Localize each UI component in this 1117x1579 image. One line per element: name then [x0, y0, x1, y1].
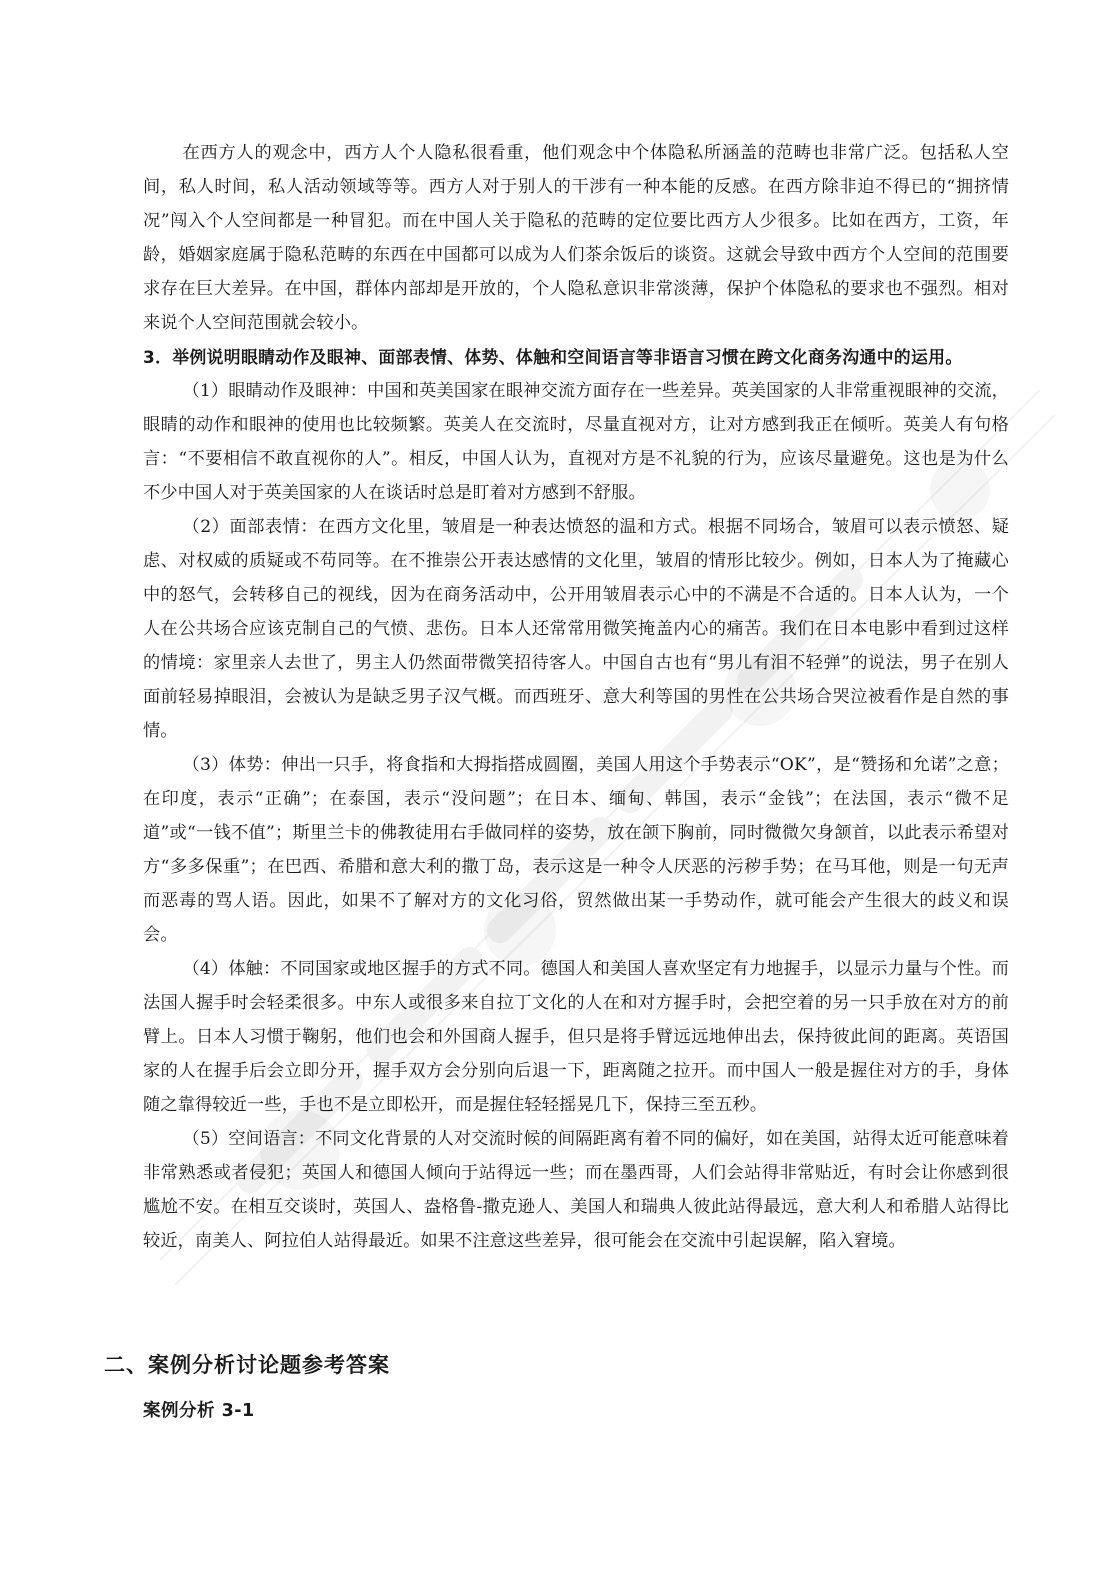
question-3: 3．举例说明眼睛动作及眼神、面部表情、体势、体触和空间语言等非语言习惯在跨文化商务沟通中的运用。 [143, 347, 963, 367]
intro-paragraph: 在西方人的观念中，西方人个人隐私很看重，他们观念中个体隐私所涵盖的范畴也非常广泛。包括私人空间，私人时间，私人活动领域等等。西方人对于别人的干涉有一种本能的反感。在西方除非迫不得已的“拥挤情况”闯入个人空间都是一种冒犯。而在中国人关于隐私的范畴的定位要比西方人少很多。比如在西方，工资，年龄，婚姻家庭属于隐私范畴的东西在中国都可以成为人们茶余饭后的谈资。这就会导致中西方个人空间的范围要求存在巨大差异。在中国，群体内部却是开放的，个人隐私意识非常淡薄，保护个体隐私的要求也不强烈。相对来说个人空间范围就会较小。 [143, 143, 1009, 333]
section-heading: 二、案例分析讨论题参考答案 [104, 1353, 390, 1377]
answer-eye-contact: （1）眼睛动作及眼神：中国和英美国家在眼神交流方面存在一些差异。英美国家的人非常重视眼神的交流，眼睛的动作和眼神的使用也比较频繁。英美人在交流时，尽量直视对方，让对方感到我正在倾听。英美人有句格言：“不要相信不敢直视你的人”。相反，中国人认为，直视对方是不礼貌的行为，应该尽量避免。这也是为什么不少中国人对于英美国家的人在谈话时总是盯着对方感到不舒服。 [143, 381, 1009, 503]
answer-space-language: （5）空间语言：不同文化背景的人对交流时候的间隔距离有着不同的偏好，如在美国，站得太近可能意味着非常熟悉或者侵犯；英国人和德国人倾向于站得远一些；而在墨西哥，人们会站得非常贴近，有时会让你感到很尴尬不安。在相互交谈时，英国人、盎格鲁-撒克逊人、美国人和瑞典人彼此站得最远，意大利人和希腊人站得比较近，南美人、阿拉伯人站得最近。如果不注意这些差异，很可能会在交流中引起误解，陷入窘境。 [143, 1129, 1009, 1251]
answer-facial-expression: （2）面部表情：在西方文化里，皱眉是一种表达愤怒的温和方式。根据不同场合，皱眉可以表示愤怒、疑虑、对权威的质疑或不苟同等。在不推崇公开表达感情的文化里，皱眉的情形比较少。例如，日本人为了掩藏心中的怒气，会转移自己的视线，因为在商务活动中，公开用皱眉表示心中的不满是不合适的。日本人认为，一个人在公共场合应该克制自己的气愤、悲伤。日本人还常常用微笑掩盖内心的痛苦。我们在日本电影中看到过这样的情境：家里亲人去世了，男主人仍然面带微笑招待客人。中国自古也有“男儿有泪不轻弹”的说法，男子在别人面前轻易掉眼泪，会被认为是缺乏男子汉气概。而西班牙、意大利等国的男性在公共场合哭泣被看作是自然的事情。 [143, 517, 1009, 741]
answer-gesture: （3）体势：伸出一只手，将食指和大拇指搭成圆圈，美国人用这个手势表示“OK”，是“赞扬和允诺”之意；在印度，表示“正确”；在泰国，表示“没问题”；在日本、缅甸、韩国，表示“金钱”；在法国，表示“微不足道”或“一钱不值”；斯里兰卡的佛教徒用右手做同样的姿势，放在颌下胸前，同时微微欠身颔首，以此表示希望对方“多多保重”；在巴西、希腊和意大利的撒丁岛，表示这是一种令人厌恶的污秽手势；在马耳他，则是一句无声而恶毒的骂人语。因此，如果不了解对方的文化习俗，贸然做出某一手势动作，就可能会产生很大的歧义和误会。 [143, 755, 1009, 945]
main-content [143, 136, 1009, 1258]
case-heading: 案例分析 3-1 [143, 1401, 255, 1421]
answer-touch: （4）体触：不同国家或地区握手的方式不同。德国人和美国人喜欢坚定有力地握手，以显示力量与个性。而法国人握手时会轻柔很多。中东人或很多来自拉丁文化的人在和对方握手时，会把空着的另一只手放在对方的前臂上。日本人习惯于鞠躬，他们也会和外国商人握手，但只是将手臂远远地伸出去，保持彼此间的距离。英语国家的人在握手后会立即分开，握手双方会分别向后退一下，距离随之拉开。而中国人一般是握住对方的手，身体随之靠得较近一些，手也不是立即松开，而是握住轻轻摇晃几下，保持三至五秒。 [143, 959, 1009, 1115]
